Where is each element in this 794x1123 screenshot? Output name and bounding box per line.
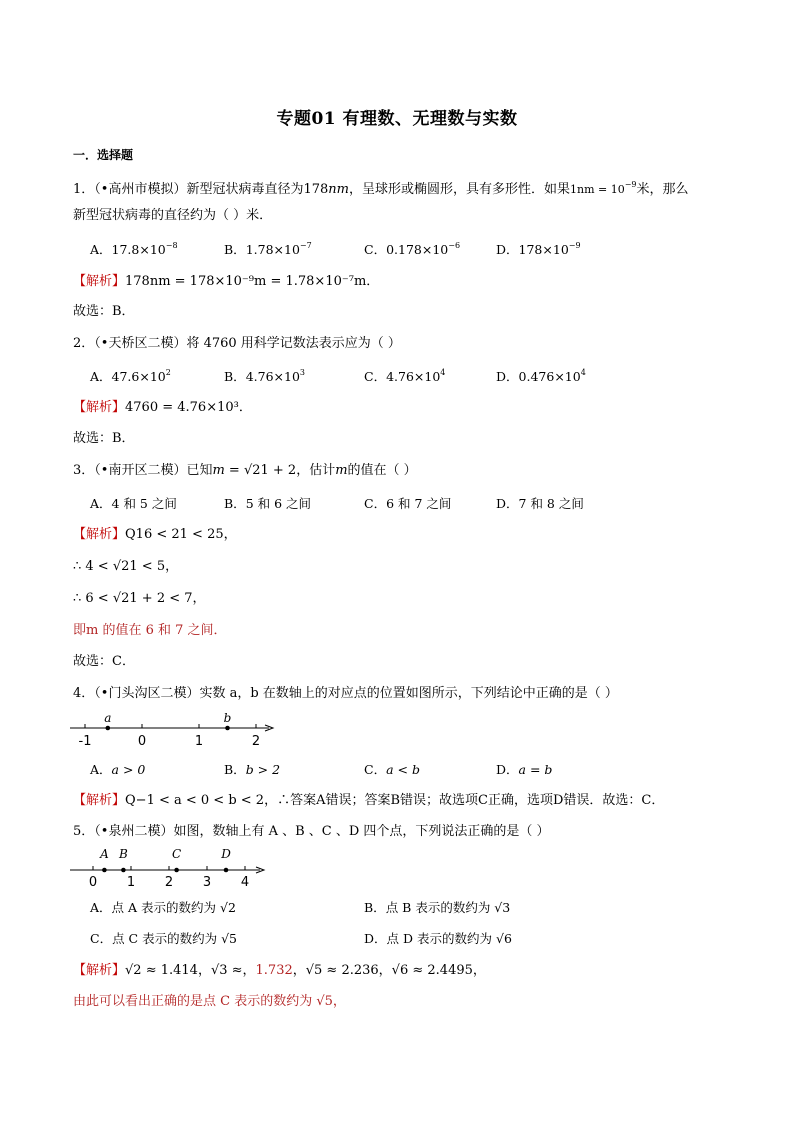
q4-option-a[interactable]: A．a > 0	[90, 762, 146, 777]
question-2-answer: 故选：B．	[73, 431, 135, 446]
q3-option-a[interactable]: A．4 和 5 之间	[90, 496, 177, 511]
q1-option-a[interactable]: A．$17.8\times 10^{-8}$	[90, 241, 178, 257]
point-label-d: D	[221, 847, 231, 861]
question-3-conclusion: 即m 的值在 6 和 7 之间．	[73, 623, 227, 638]
q4-option-b[interactable]: B．b > 2	[224, 762, 281, 777]
question-3-analysis-step3: ∴ 6 < √21 + 2 < 7，	[73, 591, 206, 606]
tick-label: 0	[88, 875, 98, 888]
question-3-stem: 3．（•南开区二模）已知m = √21 + 2，估计m的值在（ ）	[73, 463, 417, 478]
question-1-answer: 故选：B．	[73, 304, 135, 319]
tick-label: 3	[202, 875, 212, 888]
q5-option-b[interactable]: B．点 B 表示的数约为 √3	[364, 900, 511, 915]
question-2-stem: 2．（•天桥区二模）将 4760 用科学记数法表示应为（ ）	[73, 336, 401, 351]
number-line-q5	[70, 844, 270, 888]
question-1-stem: 1．（•高州市模拟）新型冠状病毒直径为178nm，呈球形或椭圆形，具有多形性．如果$1nm = 10^{-9}$米，那么	[73, 180, 689, 197]
point-a	[102, 868, 107, 873]
q4-option-d[interactable]: D．a = b	[496, 762, 553, 777]
tick-label: -1	[78, 734, 92, 749]
question-3-analysis-step2: ∴ 4 < √21 < 5，	[73, 559, 179, 574]
q1-option-b[interactable]: B．$1.78\times 10^{-7}$	[224, 241, 312, 257]
tick-label: 4	[240, 875, 250, 888]
q2-option-b[interactable]: B．$4.76\times 10^3$	[224, 368, 305, 384]
q2-option-a[interactable]: A．$47.6\times 10^2$	[90, 368, 171, 384]
point-label-c: C	[172, 847, 182, 861]
point-b	[225, 726, 230, 731]
q5-option-d[interactable]: D．点 D 表示的数约为 √6	[364, 931, 512, 946]
q3-option-b[interactable]: B．5 和 6 之间	[224, 496, 312, 511]
q2-option-d[interactable]: D．$0.476\times 10^4$	[496, 368, 586, 384]
point-b	[121, 868, 126, 873]
point-label-b: B	[118, 847, 128, 861]
q4-option-c[interactable]: C．a < b	[364, 762, 420, 777]
point-d	[224, 868, 229, 873]
question-1-analysis: 【解析】178nm = 178×10⁻⁹m = 1.78×10⁻⁷m．	[73, 274, 380, 289]
q1-option-d[interactable]: D．$178\times 10^{-9}$	[496, 241, 581, 257]
question-5-analysis: 【解析】√2 ≈ 1.414，√3 ≈，1.732，√5 ≈ 2.236，√6 ≈ 2.4495，	[73, 963, 486, 978]
question-5-stem: 5．（•泉州二模）如图，数轴上有 A 、B 、C 、D 四个点，下列说法正确的是（ ）	[73, 824, 550, 839]
question-3-answer: 故选：C．	[73, 654, 135, 669]
question-3-analysis: 【解析】Q16 < 21 < 25，	[73, 527, 237, 542]
tick-label: 2	[164, 875, 174, 888]
question-4-analysis: 【解析】Q−1 < a < 0 < b < 2，∴答案A错误；答案B错误；故选项C正确，选项D错误．故选：C．	[73, 793, 665, 808]
tick-label: 2	[251, 734, 261, 749]
tick-label: 0	[137, 734, 147, 749]
point-label-a: a	[104, 711, 112, 725]
q5-option-c[interactable]: C．点 C 表示的数约为 √5	[90, 931, 237, 946]
point-label-a: A	[100, 847, 109, 861]
q3-option-c[interactable]: C．6 和 7 之间	[364, 496, 452, 511]
question-4-stem: 4．（•门头沟区二模）实数 a，b 在数轴上的对应点的位置如图所示，下列结论中正确的是（ ）	[73, 686, 618, 701]
tick-label: 1	[126, 875, 136, 888]
section-heading: 一．选择题	[73, 148, 134, 162]
question-1-stem-line2: 新型冠状病毒的直径约为（ ）米．	[73, 208, 273, 223]
point-label-b: b	[223, 711, 232, 725]
page-title: 专题01 有理数、无理数与实数	[276, 109, 518, 129]
tick-label: 1	[194, 734, 204, 749]
q5-option-a[interactable]: A．点 A 表示的数约为 √2	[90, 900, 236, 915]
q3-option-d[interactable]: D．7 和 8 之间	[496, 496, 584, 511]
point-a	[106, 726, 111, 731]
number-line-q4	[70, 710, 280, 750]
question-2-analysis: 【解析】4760 = 4.76×10³．	[73, 400, 252, 415]
q1-option-c[interactable]: C．$0.178\times 10^{-6}$	[364, 241, 461, 257]
q2-option-c[interactable]: C．$4.76\times 10^4$	[364, 368, 446, 384]
point-c	[174, 868, 179, 873]
question-5-conclusion: 由此可以看出正确的是点 C 表示的数约为 √5，	[73, 994, 346, 1009]
